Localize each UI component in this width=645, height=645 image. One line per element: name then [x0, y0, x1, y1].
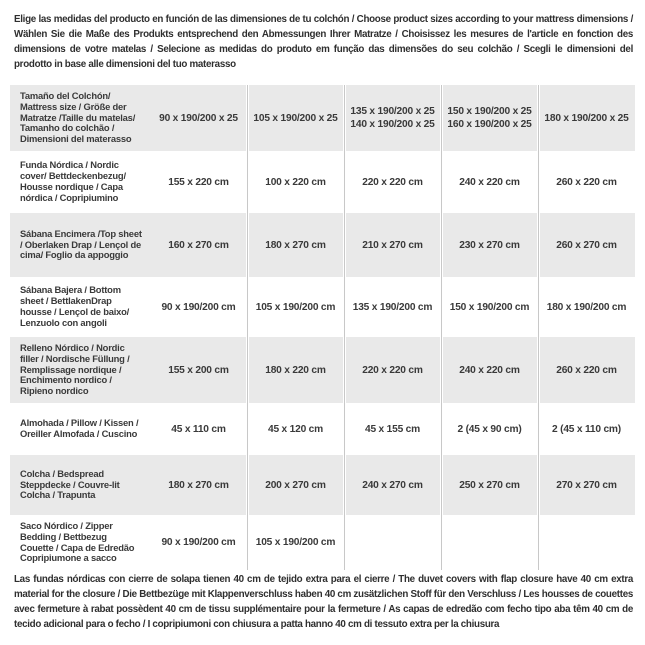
size-value: 210 x 270 cm [362, 239, 423, 251]
row-label: Saco Nórdico / Zipper Bedding / Bettbezug Couette / Capa de Edredão Copripiumone a sacco [20, 520, 135, 564]
size-value: 200 x 270 cm [265, 479, 326, 491]
size-value: 140 x 190/200 x 25 [350, 119, 435, 130]
size-cell [247, 301, 344, 314]
size-value: 155 x 220 cm [168, 176, 229, 188]
size-cell [150, 364, 247, 377]
size-value: 105 x 190/200 cm [255, 301, 336, 313]
size-cell [344, 239, 441, 252]
size-cell [441, 364, 538, 377]
size-cell [344, 364, 441, 377]
table-row [10, 515, 635, 570]
size-cell [344, 105, 441, 131]
size-cell [150, 239, 247, 252]
table-row [10, 85, 635, 151]
size-cell [538, 176, 635, 189]
size-cell [247, 536, 344, 549]
row-label: Almohada / Pillow / Kissen / Oreiller Almofada / Cuscino [20, 417, 139, 439]
size-cell [441, 479, 538, 492]
table-row [10, 403, 635, 455]
size-value: 100 x 220 cm [265, 176, 326, 188]
size-value: 135 x 190/200 cm [352, 301, 433, 313]
size-cell [150, 301, 247, 314]
size-cell [150, 112, 247, 125]
size-cell [344, 423, 441, 436]
size-value: 135 x 190/200 x 25 [350, 106, 435, 117]
size-value: 230 x 270 cm [459, 239, 520, 251]
row-label: Relleno Nórdico / Nordic filler / Nordische Füllung / Remplissage nordique / Enchimento nordico / Ripieno nordico [20, 342, 130, 397]
size-value: 150 x 190/200 x 25 [447, 106, 532, 117]
size-cell [538, 479, 635, 492]
table-row [10, 151, 635, 213]
size-value: 45 x 120 cm [267, 423, 323, 435]
size-cell [247, 239, 344, 252]
size-value: 45 x 155 cm [364, 423, 420, 435]
table-row [10, 455, 635, 515]
row-label: Funda Nórdica / Nordic cover/ Bettdeckenbezug/ Housse nordique / Capa nórdica / Copripiumino [20, 159, 126, 203]
size-value: 180 x 270 cm [168, 479, 229, 491]
size-value: 160 x 190/200 x 25 [447, 119, 532, 130]
size-cell [441, 105, 538, 131]
table-row [10, 337, 635, 403]
size-cell [150, 423, 247, 436]
size-cell [441, 301, 538, 314]
size-cell [441, 423, 538, 436]
size-cell [344, 301, 441, 314]
size-cell [247, 364, 344, 377]
size-value: 240 x 270 cm [362, 479, 423, 491]
size-cell [150, 479, 247, 492]
size-value: 240 x 220 cm [459, 364, 520, 376]
size-value: 260 x 220 cm [556, 176, 617, 188]
row-label: Sábana Encimera /Top sheet / Oberlaken Drap / Lençol de cima/ Foglio da appoggio [20, 227, 142, 261]
size-cell [441, 239, 538, 252]
size-cell [538, 364, 635, 377]
size-cell [538, 112, 635, 125]
size-cell [538, 423, 635, 436]
size-value: 150 x 190/200 cm [449, 301, 530, 313]
size-cell [150, 536, 247, 549]
size-value: 180 x 190/200 x 25 [544, 112, 629, 124]
size-cell [344, 479, 441, 492]
size-value: 180 x 190/200 cm [546, 301, 627, 313]
size-cell [538, 239, 635, 252]
size-value: 90 x 190/200 x 25 [159, 112, 238, 124]
choose-size-instructions: Elige las medidas del producto en función de las dimensiones de tu colchón / Choose product sizes according to your mattress dimensions / Wählen Sie die Maße des Produkts entsprechend den Abmessungen Ihrer Matratze / Choisissez les mesures de l'article en fonction des dimensions de votre matelas / Selecione as medidas do produto em função das dimensões do seu colchão / Scegli le dimensioni del prodotto in base alle dimensioni del tuo materasso [14, 14, 633, 70]
flap-closure-note: Las fundas nórdicas con cierre de solapa tienen 40 cm de tejido extra para el cierre / The duvet covers with flap closure have 40 cm extra material for the closure / Die Bettbezüge mit Klappenverschluss haben 40 cm zusätzlichen Stoff für den Verschluss / Les housses de couettes avec fermeture à rabat possèdent 40 cm de tissu supplémentaire pour la fermeture / As capas de edredão com fecho tipo aba têm 40 cm de tecido adicional para o fecho / I copripiumoni con chiusura a patta hanno 40 cm di tessuto extra per la chiusura [14, 574, 633, 630]
size-value: 260 x 270 cm [556, 239, 617, 251]
size-cell [247, 479, 344, 492]
row-label: Sábana Bajera / Bottom sheet / BettlakenDrap housse / Lençol de baixo/ Lenzuolo con angoli [20, 284, 130, 328]
size-value: 105 x 190/200 x 25 [253, 112, 338, 124]
size-cell [247, 112, 344, 125]
size-cell [247, 423, 344, 436]
table-row [10, 213, 635, 277]
size-cell [538, 301, 635, 314]
size-value: 260 x 220 cm [556, 364, 617, 376]
size-value: 90 x 190/200 cm [161, 301, 236, 313]
size-value: 250 x 270 cm [459, 479, 520, 491]
size-value: 45 x 110 cm [171, 423, 226, 435]
size-table [10, 85, 635, 570]
size-cell [441, 176, 538, 189]
size-value: 105 x 190/200 cm [255, 537, 336, 549]
size-cell [150, 176, 247, 189]
size-value: 180 x 220 cm [265, 364, 326, 376]
table-rows [10, 85, 635, 570]
table-row [10, 277, 635, 337]
size-value: 220 x 220 cm [362, 176, 423, 188]
size-value: 220 x 220 cm [362, 364, 423, 376]
size-value: 180 x 270 cm [265, 239, 326, 251]
size-value: 90 x 190/200 cm [161, 537, 236, 549]
size-value: 155 x 200 cm [168, 364, 229, 376]
row-label: Colcha / Bedspread Steppdecke / Couvre-lit Colcha / Trapunta [20, 467, 120, 501]
size-cell [344, 176, 441, 189]
size-value: 270 x 270 cm [556, 479, 617, 491]
row-label: Tamaño del Colchón/ Mattress size / Größe der Matratze /Taille du matelas/ Tamanho do colchão / Dimensioni del materasso [20, 90, 136, 145]
size-value: 2 (45 x 110 cm) [552, 423, 621, 435]
size-value: 240 x 220 cm [459, 176, 520, 188]
size-value: 2 (45 x 90 cm) [457, 423, 522, 435]
size-value: 160 x 270 cm [168, 239, 229, 251]
size-cell [247, 176, 344, 189]
